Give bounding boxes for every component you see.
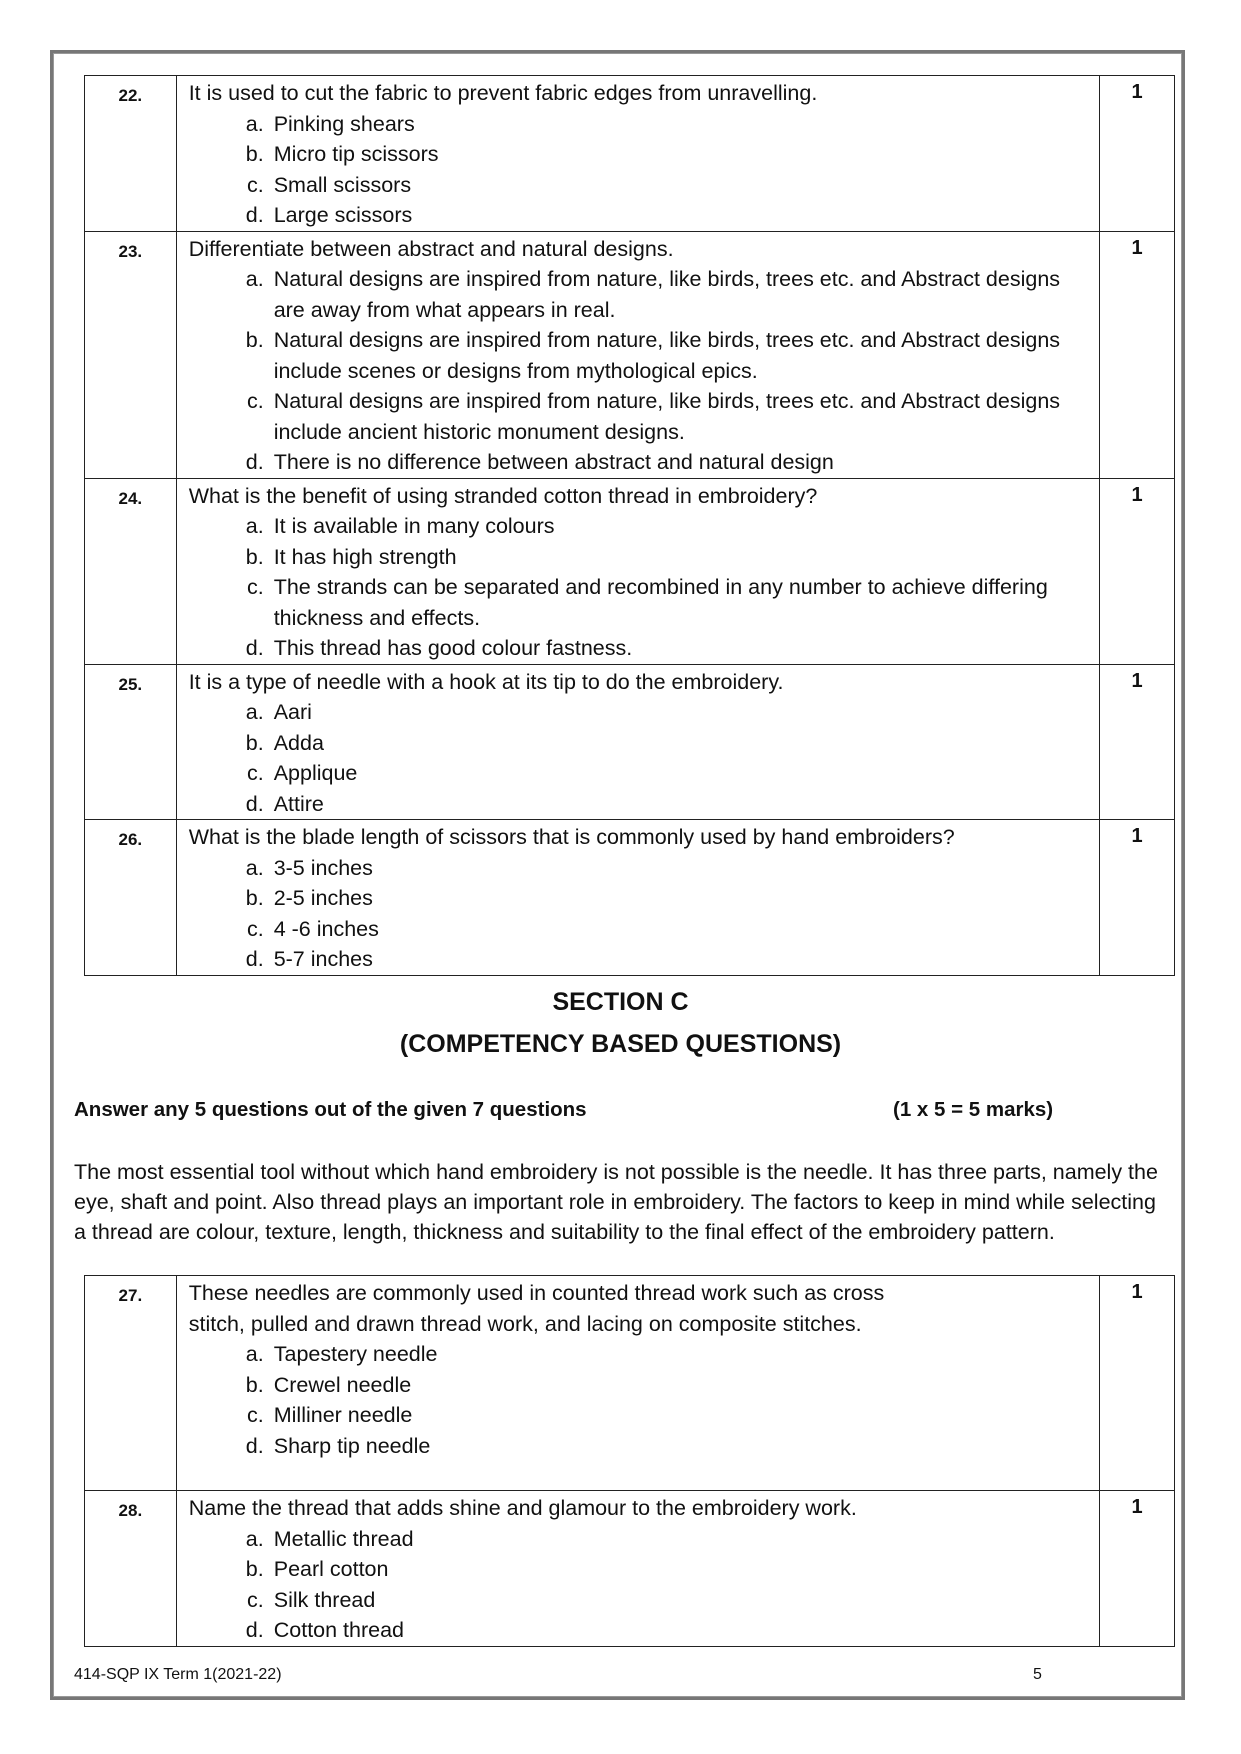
option bbox=[189, 758, 1088, 789]
option bbox=[189, 914, 1088, 945]
option bbox=[189, 697, 1088, 728]
option bbox=[189, 944, 1088, 975]
option-letter: c. bbox=[246, 389, 264, 413]
option-text: Crewel needle bbox=[273, 1372, 412, 1397]
option-text: Cotton thread bbox=[273, 1618, 405, 1642]
option-letter: a. bbox=[245, 700, 264, 724]
option-text: 5-7 inches bbox=[273, 947, 373, 971]
question-row bbox=[85, 664, 1175, 820]
section-instruction: Answer any 5 questions out of the given 7 questions bbox=[74, 1098, 587, 1121]
option bbox=[189, 633, 1088, 664]
option-text: It has high strength bbox=[273, 544, 457, 569]
option-letter: b. bbox=[245, 730, 264, 755]
question-number: 28. bbox=[85, 1491, 177, 1647]
option bbox=[189, 1339, 1087, 1370]
question-row bbox=[85, 1276, 1175, 1491]
option bbox=[189, 853, 1088, 884]
question-number: 24. bbox=[85, 478, 177, 664]
option bbox=[189, 883, 1088, 914]
option bbox=[189, 1615, 1087, 1646]
marks-scheme: (1 x 5 = 5 marks) bbox=[893, 1098, 1054, 1121]
option bbox=[189, 1524, 1087, 1555]
question-row bbox=[85, 820, 1175, 976]
question-row bbox=[85, 478, 1175, 664]
option bbox=[189, 728, 1088, 759]
question-body bbox=[176, 1491, 1099, 1647]
option bbox=[189, 1370, 1087, 1401]
question-body bbox=[176, 478, 1100, 664]
question-number: 23. bbox=[85, 231, 177, 478]
option bbox=[189, 264, 1088, 325]
option-letter: d. bbox=[245, 791, 264, 816]
option-letter: a. bbox=[245, 267, 264, 291]
question-text: Name the thread that adds shine and glamour to the embroidery work. bbox=[188, 1496, 857, 1520]
option-letter: a. bbox=[245, 514, 264, 538]
option-letter: d. bbox=[245, 203, 264, 227]
option bbox=[189, 542, 1088, 573]
question-body bbox=[176, 231, 1100, 478]
question-body bbox=[176, 1276, 1099, 1491]
question-body bbox=[176, 820, 1100, 976]
question-row bbox=[85, 231, 1175, 478]
option-text: Pinking shears bbox=[273, 111, 415, 136]
option-text: Silk thread bbox=[273, 1587, 376, 1612]
option-letter: b. bbox=[245, 1372, 264, 1397]
question-row bbox=[85, 1491, 1175, 1647]
option bbox=[189, 1554, 1087, 1585]
option-text: Natural designs are inspired from nature, like birds, trees etc. and Abstract designs are away from what appears in real. bbox=[273, 267, 1061, 322]
option-text: Tapestery needle bbox=[273, 1342, 438, 1366]
question-number: 22. bbox=[85, 76, 177, 232]
question-marks: 1 bbox=[1100, 1491, 1175, 1647]
question-table-section-c bbox=[84, 1275, 1175, 1647]
option-text: 2-5 inches bbox=[273, 886, 373, 910]
option bbox=[189, 139, 1088, 170]
question-marks: 1 bbox=[1100, 76, 1175, 232]
option-letter: b. bbox=[245, 142, 264, 166]
option bbox=[189, 386, 1088, 447]
option-text: Applique bbox=[273, 761, 358, 785]
option-list bbox=[189, 1339, 1087, 1461]
question-text-line: stitch, pulled and drawn thread work, and lacing on composite stitches. bbox=[188, 1311, 862, 1336]
question-text: It is used to cut the fabric to prevent fabric edges from unravelling. bbox=[188, 81, 818, 105]
question-marks: 1 bbox=[1100, 820, 1175, 976]
option bbox=[189, 572, 1088, 633]
option-text: Pearl cotton bbox=[273, 1557, 389, 1581]
option-list bbox=[189, 853, 1088, 975]
option-list bbox=[189, 1524, 1087, 1646]
question-number: 26. bbox=[85, 820, 177, 976]
option-text: Micro tip scissors bbox=[273, 142, 439, 166]
option-text: Natural designs are inspired from nature, like birds, trees etc. and Abstract designs include ancient historic monument designs. bbox=[273, 389, 1061, 444]
question-number: 27. bbox=[85, 1276, 177, 1491]
option-letter: c. bbox=[246, 172, 264, 197]
case-passage: The most essential tool without which hand embroidery is not possible is the needle. It has three parts, namely the eye, shaft and point. Also thread plays an important role in embroidery. The factors to keep in mind while selecting a thread are colour, texture, length, thickness and suitability to the final effect of the embroidery pattern. bbox=[74, 1160, 1158, 1244]
option-letter: a. bbox=[245, 855, 264, 880]
option-list bbox=[189, 264, 1088, 478]
option bbox=[189, 170, 1088, 201]
question-row bbox=[85, 76, 1175, 232]
option-text: Small scissors bbox=[273, 172, 412, 197]
option-text: This thread has good colour fastness. bbox=[273, 636, 633, 660]
option-letter: b. bbox=[245, 544, 264, 569]
option-text: Aari bbox=[273, 700, 312, 724]
option-letter: d. bbox=[245, 636, 264, 660]
option-text: There is no difference between abstract and natural design bbox=[273, 450, 834, 474]
question-marks: 1 bbox=[1100, 1276, 1175, 1491]
option-text: Sharp tip needle bbox=[273, 1433, 431, 1458]
option-text: It is available in many colours bbox=[273, 514, 555, 538]
option bbox=[189, 447, 1088, 478]
option-text: Large scissors bbox=[273, 203, 413, 227]
option-letter: b. bbox=[245, 886, 264, 910]
option-letter: d. bbox=[245, 1433, 264, 1458]
question-body bbox=[176, 76, 1100, 232]
option-letter: c. bbox=[246, 575, 264, 599]
option-letter: c. bbox=[247, 1587, 264, 1612]
question-text: It is a type of needle with a hook at its tip to do the embroidery. bbox=[188, 669, 784, 694]
question-marks: 1 bbox=[1100, 664, 1175, 820]
question-table-section-b bbox=[84, 75, 1175, 976]
section-title: SECTION C bbox=[552, 988, 689, 1016]
question-text: Differentiate between abstract and natural designs. bbox=[188, 236, 674, 261]
question-text: What is the blade length of scissors that is commonly used by hand embroiders? bbox=[188, 825, 955, 849]
option bbox=[189, 789, 1088, 820]
option bbox=[189, 511, 1088, 542]
option-text: Adda bbox=[273, 730, 324, 755]
question-text-line: These needles are commonly used in counted thread work such as cross bbox=[188, 1281, 885, 1305]
question-body bbox=[176, 664, 1100, 820]
option-text: Attire bbox=[273, 791, 324, 816]
option-letter: b. bbox=[245, 1557, 264, 1581]
option-letter: d. bbox=[245, 1618, 264, 1642]
option bbox=[189, 1400, 1087, 1431]
option-letter: a. bbox=[245, 111, 264, 136]
option-letter: d. bbox=[245, 450, 264, 474]
option-text: Metallic thread bbox=[273, 1526, 414, 1551]
question-number: 25. bbox=[85, 664, 177, 820]
option bbox=[189, 1585, 1087, 1616]
footer-code: 414-SQP IX Term 1(2021-22) bbox=[74, 1666, 282, 1683]
page-number: 5 bbox=[1033, 1666, 1042, 1683]
option-text: 4 -6 inches bbox=[273, 916, 379, 941]
option bbox=[189, 325, 1088, 386]
option-letter: c. bbox=[247, 1403, 264, 1427]
option-letter: a. bbox=[245, 1342, 264, 1366]
question-text: What is the benefit of using stranded cotton thread in embroidery? bbox=[188, 483, 818, 508]
option-letter: c. bbox=[246, 761, 264, 785]
option-letter: d. bbox=[245, 947, 264, 971]
option-text: 3-5 inches bbox=[273, 855, 373, 880]
option-letter: a. bbox=[245, 1526, 264, 1551]
question-marks: 1 bbox=[1100, 231, 1175, 478]
option-list bbox=[189, 697, 1088, 819]
option bbox=[189, 200, 1088, 231]
option-text: Natural designs are inspired from nature, like birds, trees etc. and Abstract designs include scenes or designs from mythological epics. bbox=[273, 328, 1061, 383]
option-text: Milliner needle bbox=[273, 1403, 413, 1427]
option-letter: b. bbox=[245, 328, 264, 352]
section-subtitle: (COMPETENCY BASED QUESTIONS) bbox=[399, 1030, 842, 1058]
option-text: The strands can be separated and recombined in any number to achieve differing thickness and effects. bbox=[273, 575, 1048, 630]
option bbox=[189, 1431, 1087, 1462]
question-marks: 1 bbox=[1100, 478, 1175, 664]
option-list bbox=[189, 511, 1088, 664]
option bbox=[189, 109, 1088, 140]
option-list bbox=[189, 109, 1088, 231]
option-letter: c. bbox=[246, 916, 264, 941]
